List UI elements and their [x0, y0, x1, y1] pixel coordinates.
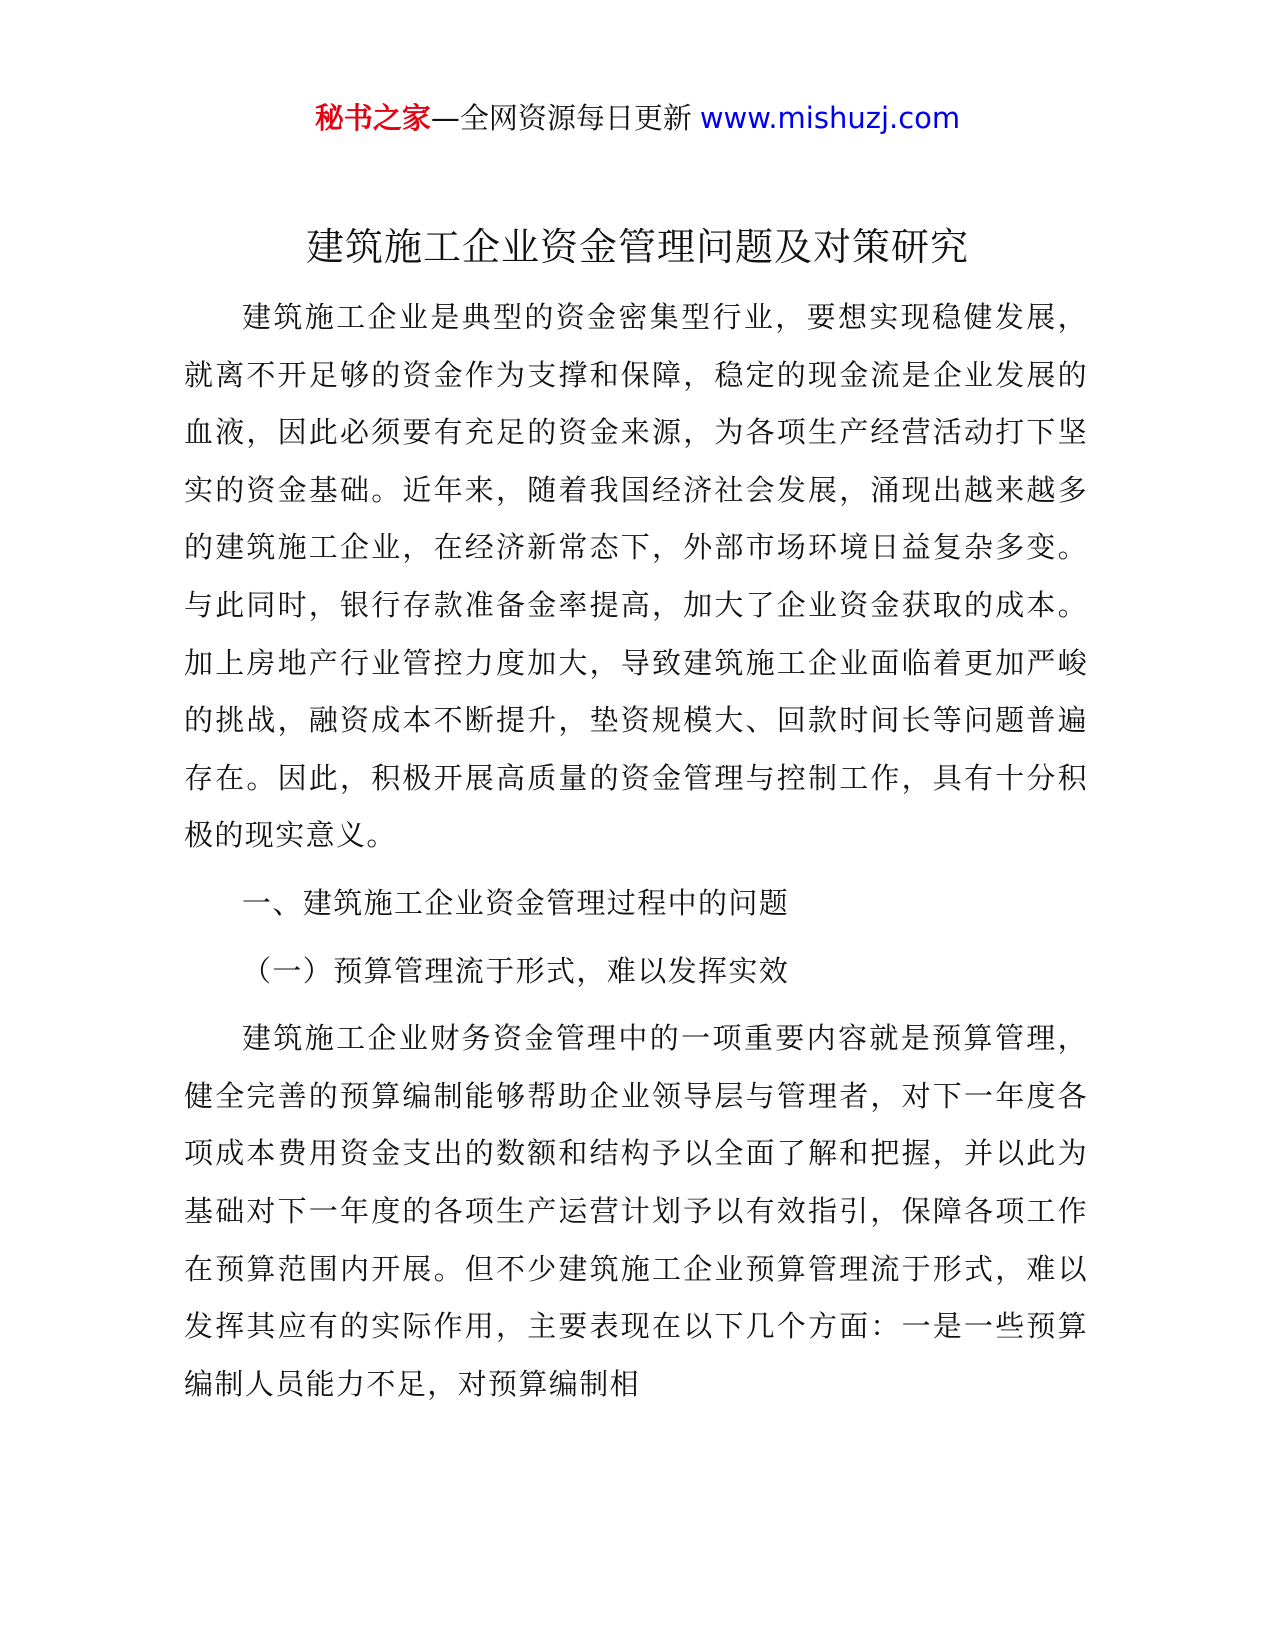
site-url-link[interactable]: www.mishuzj.com: [699, 101, 961, 135]
section-heading: 一、建筑施工企业资金管理过程中的问题: [242, 885, 790, 920]
brand-name: 秘书之家: [314, 101, 431, 135]
header-tagline: —全网资源每日更新: [430, 101, 692, 135]
document-title: 建筑施工企业资金管理问题及对策研究: [305, 225, 969, 269]
site-header: [0, 98, 1275, 138]
subsection-heading: （一）预算管理流于形式，难以发挥实效: [242, 953, 790, 988]
paragraph-intro: 建筑施工企业是典型的资金密集型行业，要想实现稳健发展，就离不开足够的资金作为支撑和保障，稳定的现金流是企业发展的血液，因此必须要有充足的资金来源，为各项生产经营活动打下坚实的资金基础。近年来，随着我国经济社会发展，涌现出越来越多的建筑施工企业，在经济新常态下，外部市场环境日益复杂多变。与此同时，银行存款准备金率提高，加大了企业资金获取的成本。加上房地产行业管控力度加大，导致建筑施工企业面临着更加严峻的挑战，融资成本不断提升，垫资规模大、回款时间长等问题普遍存在。因此，积极开展高质量的资金管理与控制工作，具有十分积极的现实意义。: [184, 300, 1088, 853]
paragraph-budget: 建筑施工企业财务资金管理中的一项重要内容就是预算管理，健全完善的预算编制能够帮助企业领导层与管理者，对下一年度各项成本费用资金支出的数额和结构予以全面了解和把握，并以此为基础对下一年度的各项生产运营计划予以有效指引，保障各项工作在预算范围内开展。但不少建筑施工企业预算管理流于形式，难以发挥其应有的实际作用，主要表现在以下几个方面：一是一些预算编制人员能力不足，对预算编制相: [184, 1021, 1088, 1401]
document-body: [184, 289, 1088, 1413]
